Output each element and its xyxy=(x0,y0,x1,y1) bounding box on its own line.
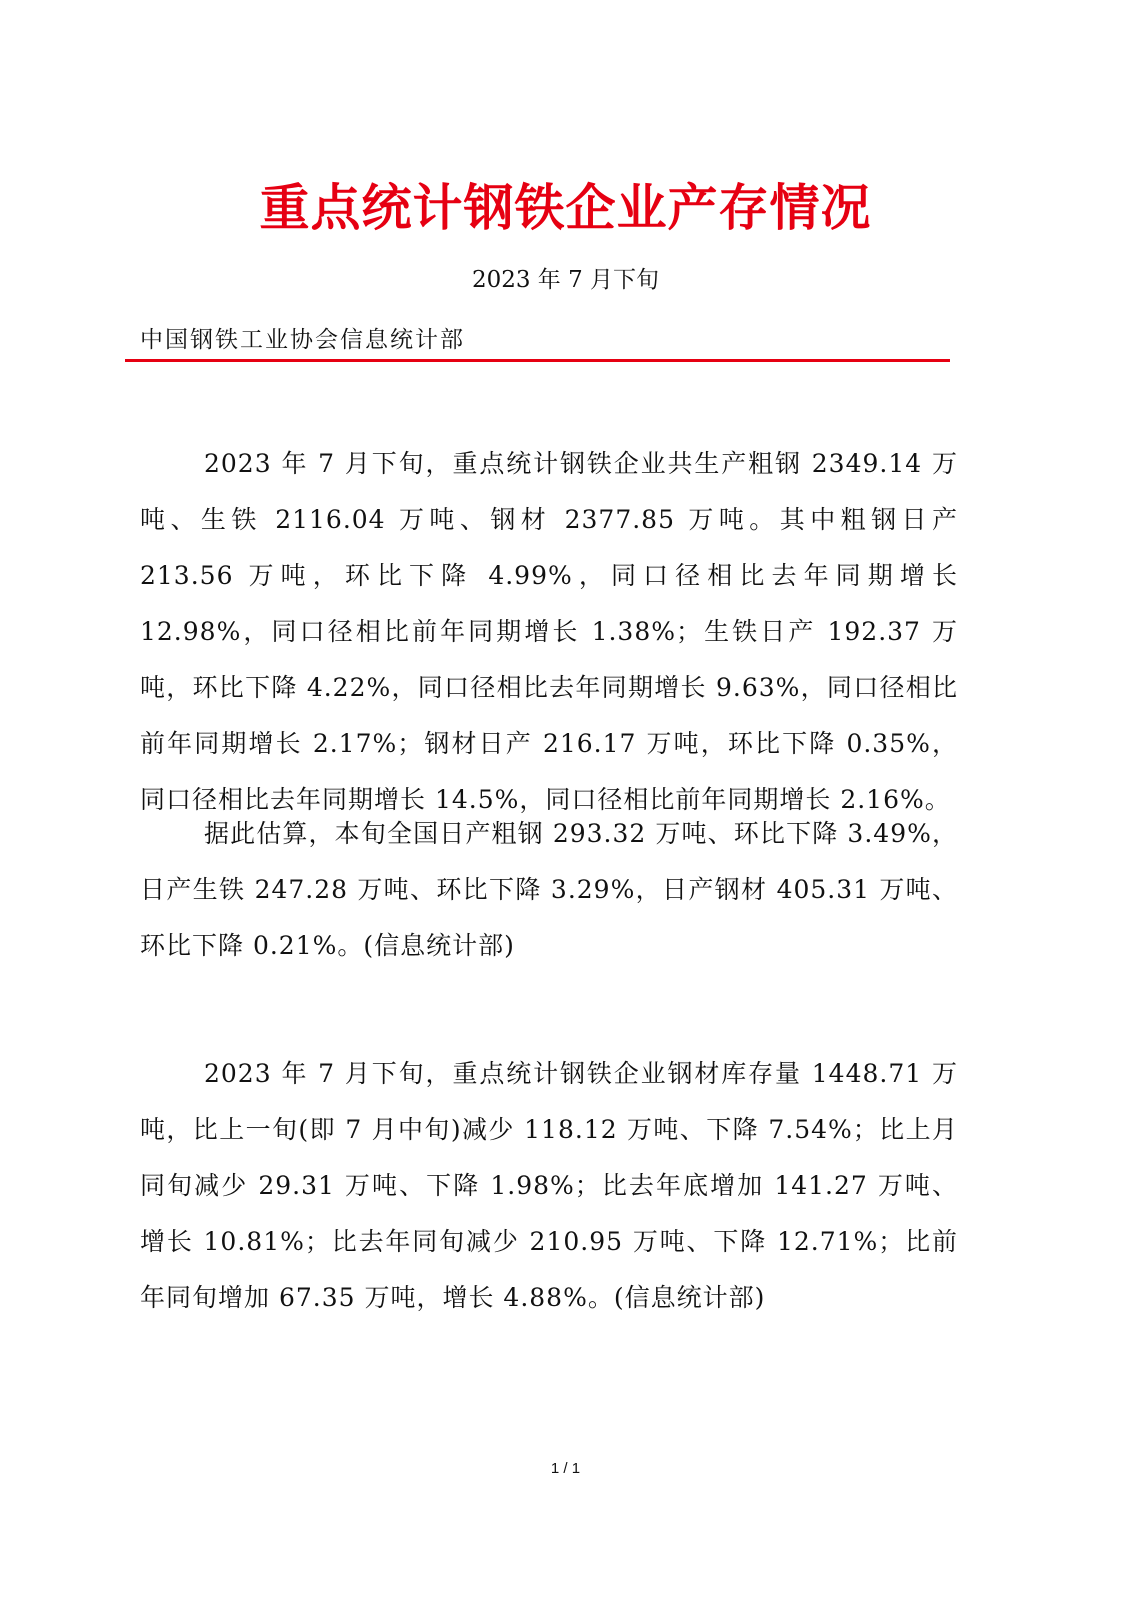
paragraph-inventory: 2023 年 7 月下旬，重点统计钢铁企业钢材库存量 1448.71 万吨，比上一旬(即 7 月中旬)减少 118.12 万吨、下降 7.54%；比上月同旬减少 29.31 万吨、下降 1.98%；比去年底增加 141.27 万吨、增长 10.81%；比去年同旬减少 210.95 万吨、下降 12.71%；比前年同旬增加 67.35 万吨，增长 4.88%。(信息统计部) xyxy=(140,1059,958,1312)
paragraph-national-estimate: 据此估算，本旬全国日产粗钢 293.32 万吨、环比下降 3.49%，日产生铁 247.28 万吨、环比下降 3.29%，日产钢材 405.31 万吨、环比下降 0.21%。(信息统计部) xyxy=(140,819,958,960)
document-date: 2023 年 7 月下旬 xyxy=(471,267,660,293)
issuing-organization: 中国钢铁工业协会信息统计部 xyxy=(140,327,465,353)
page-number: 1 / 1 xyxy=(550,1460,581,1477)
paragraph-production: 2023 年 7 月下旬，重点统计钢铁企业共生产粗钢 2349.14 万吨、生铁 2116.04 万吨、钢材 2377.85 万吨。其中粗钢日产 213.56 万吨，环比下降 4.99%，同口径相比去年同期增长 12.98%，同口径相比前年同期增长 1.38%；生铁日产 192.37 万吨，环比下降 4.22%，同口径相比去年同期增长 9.63%，同口径相比前年同期增长 2.17%；钢材日产 216.17 万吨，环比下降 0.35%，同口径相比去年同期增长 14.5%，同口径相比前年同期增长 2.16%。 xyxy=(140,449,958,814)
header-divider xyxy=(125,359,950,362)
document-title: 重点统计钢铁企业产存情况 xyxy=(259,179,872,237)
